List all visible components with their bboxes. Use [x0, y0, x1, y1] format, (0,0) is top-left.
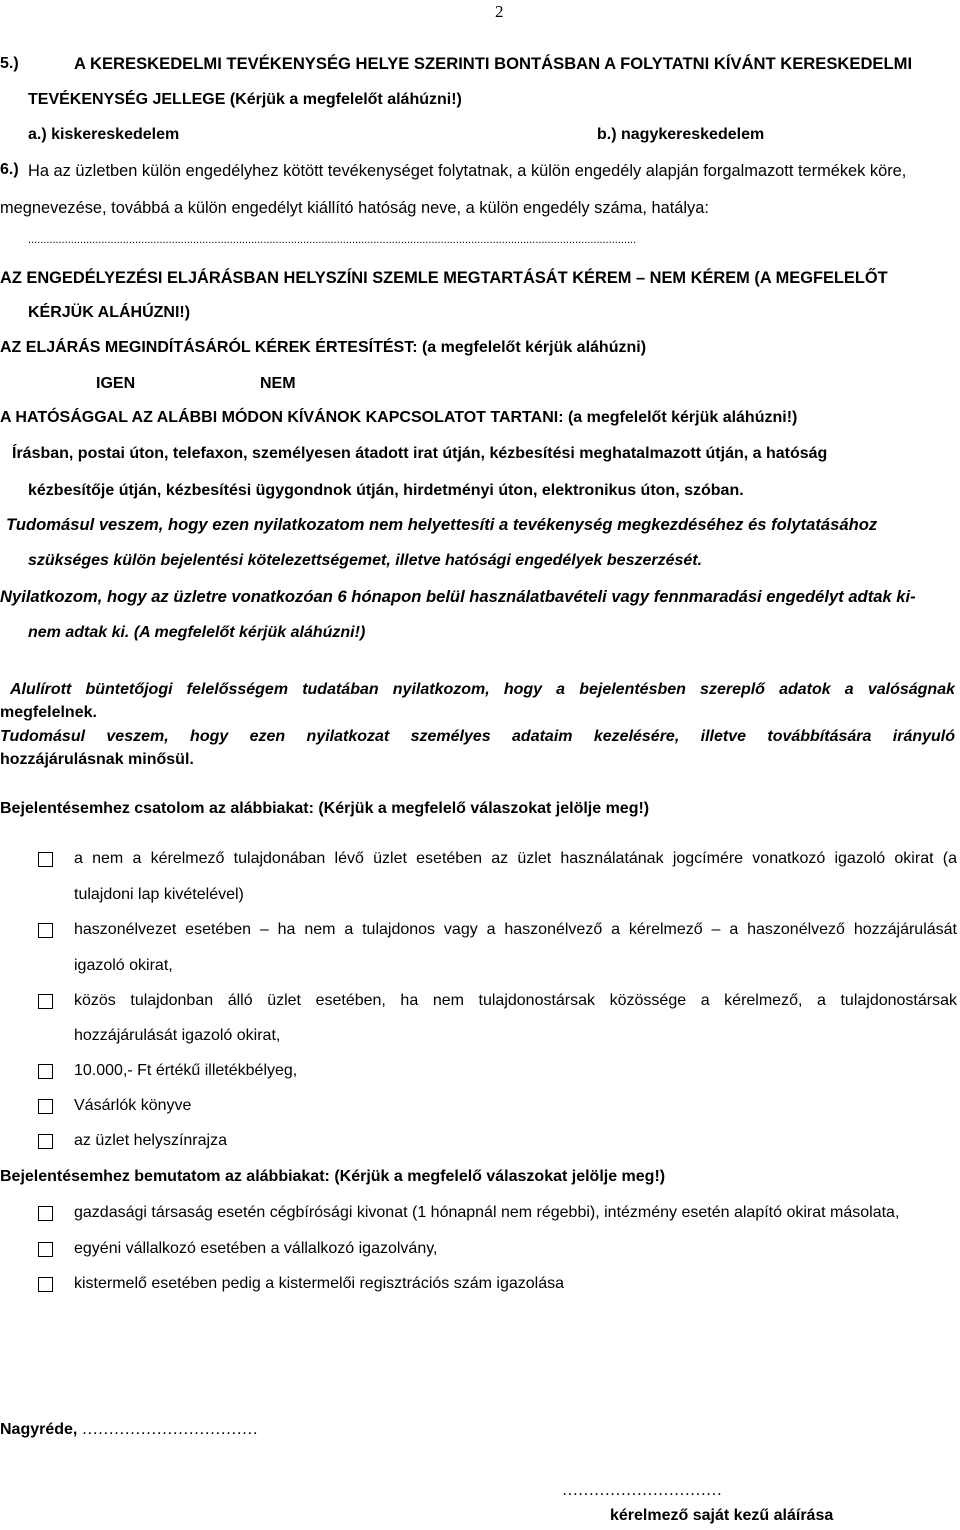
contact-heading: A HATÓSÁGGAL AZ ALÁBBI MÓDON KÍVÁNOK KAPCSOLATOT TARTANI: (a megfelelőt kérjük aláhúzni!): [0, 409, 798, 426]
date-field[interactable]: ……………………………: [81, 1421, 258, 1438]
attachment-item-1-line1: a nem a kérelmező tulajdonában lévő üzlet esetében az üzlet használatának jogcímére vonatkozó igazoló okirat (a: [74, 850, 957, 867]
attachment-checkbox-4[interactable]: [38, 1064, 53, 1079]
attachment-checkbox-1[interactable]: [38, 852, 53, 867]
inspection-instruction: (A MEGFELELŐT: [754, 269, 888, 287]
inspection-line1: [0, 268, 888, 288]
signature-label: kérelmező saját kezű aláírása: [610, 1507, 834, 1524]
presented-item-3: kistermelő esetében pedig a kistermelői regisztrációs szám igazolása: [74, 1275, 564, 1292]
contact-methods-line1: Írásban, postai úton, telefaxon, személyesen átadott irat útján, kézbesítési meghatalmazott útján, a hatóság: [12, 445, 828, 462]
inspection-no-option: NEM KÉREM: [649, 269, 750, 287]
attachment-checkbox-2[interactable]: [38, 923, 53, 938]
attachment-checkbox-5[interactable]: [38, 1099, 53, 1114]
presented-checkbox-2[interactable]: [38, 1242, 53, 1257]
criminal-statement-line2: megfelelnek.: [0, 704, 97, 721]
notification-request: AZ ELJÁRÁS MEGINDÍTÁSÁRÓL KÉREK ÉRTESÍTÉST: (a megfelelőt kérjük aláhúzni): [0, 339, 647, 356]
declaration-line2: nem adtak ki. (A megfelelőt kérjük aláhúzni!): [28, 624, 366, 641]
attachment-item-6: az üzlet helyszínrajza: [74, 1132, 227, 1149]
acknowledgement-line1: Tudomásul veszem, hogy ezen nyilatkozatom nem helyettesíti a tevékenység megkezdéséhez és folytatásához: [6, 515, 878, 534]
contact-methods-line2: kézbesítője útján, kézbesítési ügygondnok útján, hirdetményi úton, elektronikus úton, szóban.: [28, 482, 744, 499]
attachment-item-2-line2: igazoló okirat,: [74, 957, 173, 974]
attachment-checkbox-3[interactable]: [38, 994, 53, 1009]
acknowledgement-line2: szükséges külön bejelentési kötelezettségemet, illetve hatósági engedélyek beszerzését.: [28, 552, 703, 569]
signature-dots[interactable]: …………………………: [562, 1482, 722, 1499]
section-6-line1: Ha az üzletben külön engedélyhez kötött tevékenységet folytatnak, a külön engedély alapján forgalmazott termékek köre,: [28, 162, 907, 180]
option-wholesale: b.) nagykereskedelem: [597, 126, 765, 143]
place-date-line: [0, 1420, 258, 1440]
consent-statement-line2: hozzájárulásnak minősül.: [0, 751, 194, 768]
page-number: 2: [495, 2, 504, 21]
presented-checkbox-3[interactable]: [38, 1277, 53, 1292]
notification-no: NEM: [260, 375, 296, 392]
section-6-line2: megnevezése, továbbá a külön engedélyt kiállító hatóság neve, a külön engedély száma, hatálya:: [0, 199, 709, 217]
inspection-dash: –: [635, 269, 646, 287]
attachment-item-2-line1: haszonélvezet esetében – ha nem a tulajdonos vagy a haszonélvező a kérelmező – a haszonélvező hozzájárulását: [74, 921, 957, 938]
presented-item-2: egyéni vállalkozó esetében a vállalkozó igazolvány,: [74, 1240, 438, 1257]
inspection-request-text: AZ ENGEDÉLYEZÉSI ELJÁRÁSBAN HELYSZÍNI SZEMLE MEGTARTÁSÁT KÉREM: [0, 269, 632, 287]
section-6-dotted-line: .......................................................................................................................................................................................................: [28, 234, 637, 246]
notification-yes: IGEN: [96, 375, 136, 392]
inspection-line2: KÉRJÜK ALÁHÚZNI!): [28, 304, 191, 321]
section-5-number: 5.): [0, 55, 19, 72]
section-5-title-line1: A KERESKEDELMI TEVÉKENYSÉG HELYE SZERINTI BONTÁSBAN A FOLYTATNI KÍVÁNT KERESKEDELMI: [74, 54, 913, 73]
section-6-number: 6.): [0, 161, 19, 178]
place-label: Nagyréde,: [0, 1421, 78, 1438]
attachment-item-3-line2: hozzájárulását igazoló okirat,: [74, 1027, 281, 1044]
attachment-checkbox-6[interactable]: [38, 1134, 53, 1149]
attachment-item-4: 10.000,- Ft értékű illetékbélyeg,: [74, 1062, 298, 1079]
presented-item-1: gazdasági társaság esetén cégbírósági kivonat (1 hónapnál nem régebbi), intézmény esetén alapító okirat másolata,: [74, 1204, 900, 1221]
presented-checkbox-1[interactable]: [38, 1206, 53, 1221]
criminal-statement-line1: Alulírott büntetőjogi felelősségem tudatában nyilatkozom, hogy a bejelentésben szereplő adatok a valóságnak: [10, 681, 955, 698]
attachment-item-5: Vásárlók könyve: [74, 1097, 192, 1114]
presented-heading: Bejelentésemhez bemutatom az alábbiakat: (Kérjük a megfelelő válaszokat jelölje meg!): [0, 1168, 666, 1185]
attachments-heading: Bejelentésemhez csatolom az alábbiakat: (Kérjük a megfelelő válaszokat jelölje meg!): [0, 800, 650, 817]
section-5-title-line2: TEVÉKENYSÉG JELLEGE (Kérjük a megfelelőt aláhúzni!): [28, 91, 462, 108]
option-retail: a.) kiskereskedelem: [28, 126, 180, 143]
declaration-line1: Nyilatkozom, hogy az üzletre vonatkozóan 6 hónapon belül használatbavételi vagy fennmaradási engedélyt adtak ki-: [0, 587, 916, 606]
attachment-item-3-line1: közös tulajdonban álló üzlet esetében, ha nem tulajdonostársak közössége a kérelmező, a tulajdonostársak: [74, 992, 957, 1009]
consent-statement-line1: Tudomásul veszem, hogy ezen nyilatkozat személyes adataim kezelésére, illetve továbbítására irányuló: [0, 728, 955, 745]
attachment-item-1-line2: tulajdoni lap kivételével): [74, 886, 244, 903]
